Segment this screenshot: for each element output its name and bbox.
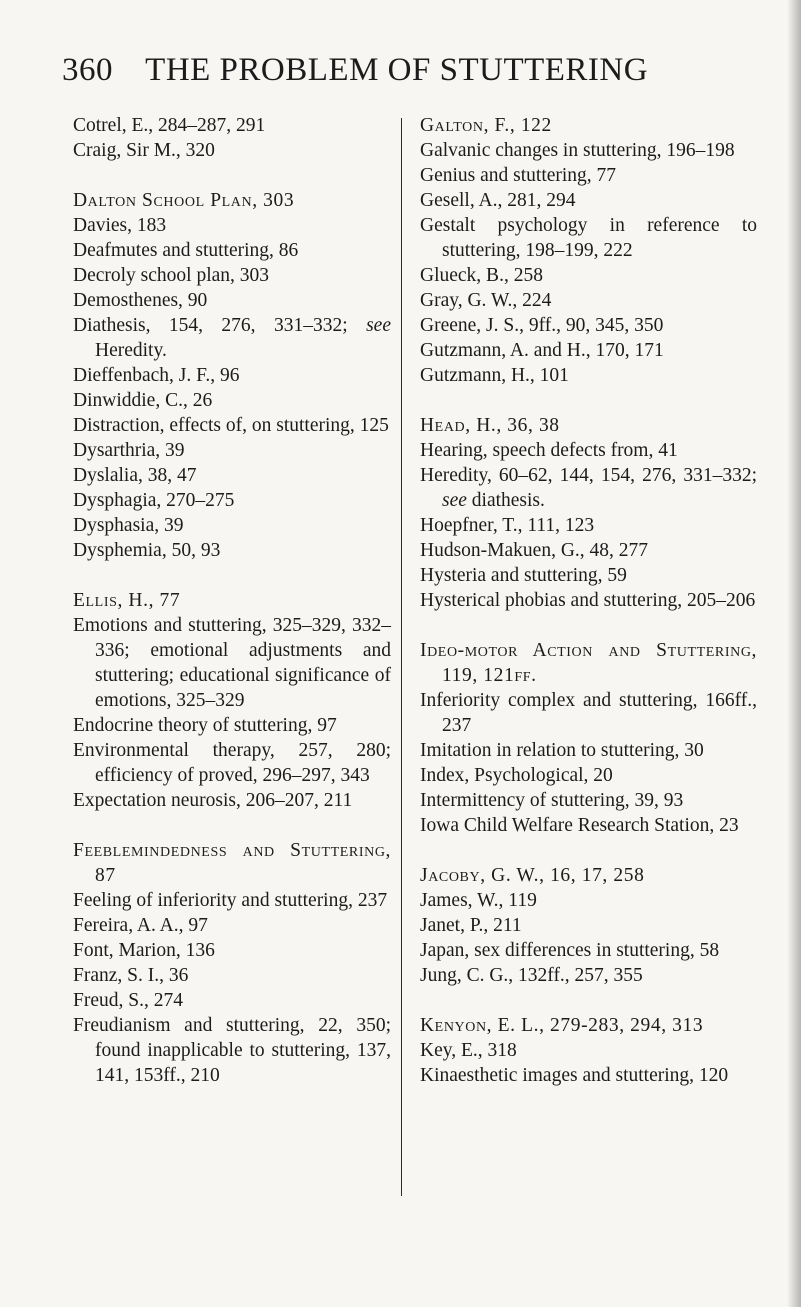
index-group-c	[73, 113, 391, 163]
index-group-d	[73, 188, 391, 563]
index-entry: Greene, J. S., 9ff., 90, 345, 350	[420, 315, 664, 336]
index-entry: Demosthenes, 90	[73, 290, 208, 311]
index-entry: Hysteria and stuttering, 59	[420, 565, 627, 586]
index-entry-section-head: Jacoby, G. W., 16, 17, 258	[420, 865, 645, 886]
page-header	[62, 52, 762, 89]
column-divider	[401, 118, 402, 1196]
index-entry: Dysphagia, 270–275	[73, 490, 235, 511]
index-entry: Dysphemia, 50, 93	[73, 540, 221, 561]
index-entry-section-head: Dalton School Plan, 303	[73, 190, 295, 211]
index-group-k	[420, 1013, 757, 1088]
index-entry: Dieffenbach, J. F., 96	[73, 365, 240, 386]
index-entry: Gutzmann, A. and H., 170, 171	[420, 340, 664, 361]
index-entry: Genius and stuttering, 77	[420, 165, 617, 186]
index-group-e	[73, 588, 391, 813]
index-entry: Hysterical phobias and stuttering, 205–206	[420, 590, 756, 611]
index-group-h	[420, 413, 757, 613]
index-entry: Gestalt psychology in reference to stuttering, 198–199, 222	[420, 215, 757, 261]
index-entry: Galvanic changes in stuttering, 196–198	[420, 140, 735, 161]
index-entry-section-head: Head, H., 36, 38	[420, 415, 560, 436]
index-entry: Diathesis, 154, 276, 331–332; see Heredity.	[73, 315, 391, 361]
index-entry: Font, Marion, 136	[73, 940, 215, 961]
index-entry: Key, E., 318	[420, 1040, 517, 1061]
index-entry: Emotions and stuttering, 325–329, 332–336; emotional adjustments and stuttering; educational significance of emotions, 325–329	[73, 615, 391, 711]
index-entry: Hoepfner, T., 111, 123	[420, 515, 595, 536]
index-entry: Intermittency of stuttering, 39, 93	[420, 790, 684, 811]
index-entry: Endocrine theory of stuttering, 97	[73, 715, 337, 736]
index-entry: Cotrel, E., 284–287, 291	[73, 115, 266, 136]
page-edge-shadow	[787, 0, 801, 1307]
index-entry-section-head: Kenyon, E. L., 279-283, 294, 313	[420, 1015, 704, 1036]
index-entry: Deafmutes and stuttering, 86	[73, 240, 299, 261]
index-entry: Gutzmann, H., 101	[420, 365, 569, 386]
index-entry: Inferiority complex and stuttering, 166ff., 237	[420, 690, 757, 736]
index-entry: Dinwiddie, C., 26	[73, 390, 213, 411]
index-entry: Freudianism and stuttering, 22, 350; found inapplicable to stuttering, 137, 141, 153ff., 210	[73, 1015, 391, 1086]
index-group-g	[420, 113, 757, 388]
index-group-j	[420, 863, 757, 988]
index-entry: Kinaesthetic images and stuttering, 120	[420, 1065, 729, 1086]
page-number: 360	[62, 52, 113, 88]
index-entry: Feeling of inferiority and stuttering, 237	[73, 890, 388, 911]
index-entry: Japan, sex differences in stuttering, 58	[420, 940, 720, 961]
index-entry-section-head: Ellis, H., 77	[73, 590, 181, 611]
index-entry: Hudson-Makuen, G., 48, 277	[420, 540, 649, 561]
index-column-left	[73, 113, 391, 1113]
index-entry: Dysphasia, 39	[73, 515, 184, 536]
index-entry: Fereira, A. A., 97	[73, 915, 208, 936]
index-entry: Glueck, B., 258	[420, 265, 543, 286]
index-entry: Dyslalia, 38, 47	[73, 465, 197, 486]
index-entry: Gesell, A., 281, 294	[420, 190, 576, 211]
index-entry-section-head: Ideo-motor Action and Stuttering, 119, 121ff.	[420, 640, 757, 686]
index-entry: Expectation neurosis, 206–207, 211	[73, 790, 353, 811]
index-entry: Jung, C. G., 132ff., 257, 355	[420, 965, 643, 986]
running-title: THE PROBLEM OF STUTTERING	[145, 52, 649, 88]
index-entry: Index, Psychological, 20	[420, 765, 613, 786]
index-entry-section-head: Feeblemindedness and Stuttering, 87	[73, 840, 391, 886]
index-entry-section-head: Galton, F., 122	[420, 115, 552, 136]
index-entry: Hearing, speech defects from, 41	[420, 440, 678, 461]
index-group-i	[420, 638, 757, 838]
index-entry: Gray, G. W., 224	[420, 290, 552, 311]
index-group-f	[73, 838, 391, 1088]
index-entry: Craig, Sir M., 320	[73, 140, 215, 161]
index-entry: Iowa Child Welfare Research Station, 23	[420, 815, 739, 836]
index-entry: Decroly school plan, 303	[73, 265, 270, 286]
index-entry: Janet, P., 211	[420, 915, 522, 936]
index-entry: James, W., 119	[420, 890, 537, 911]
index-entry: Distraction, effects of, on stuttering, 125	[73, 415, 389, 436]
index-column-right	[420, 113, 757, 1113]
index-entry: Imitation in relation to stuttering, 30	[420, 740, 704, 761]
index-entry: Dysarthria, 39	[73, 440, 185, 461]
index-entry: Davies, 183	[73, 215, 167, 236]
index-entry: Franz, S. I., 36	[73, 965, 189, 986]
index-entry: Environmental therapy, 257, 280; efficiency of proved, 296–297, 343	[73, 740, 391, 786]
index-entry: Heredity, 60–62, 144, 154, 276, 331–332; see diathesis.	[420, 465, 757, 511]
index-entry: Freud, S., 274	[73, 990, 183, 1011]
